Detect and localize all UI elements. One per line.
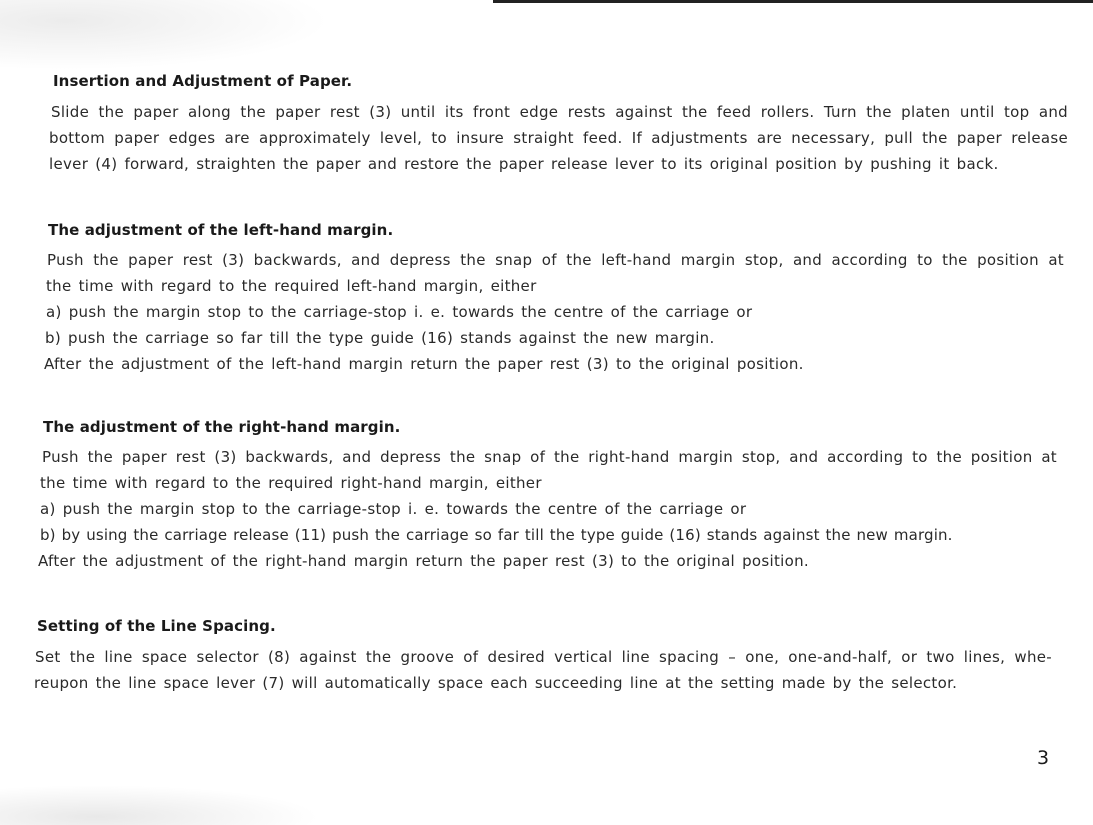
body-line: bottom paper edges are approximately level, to insure straight feed. If adjustments are necessary, pull the paper release bbox=[49, 129, 1068, 147]
section-heading: The adjustment of the left-hand margin. bbox=[48, 221, 394, 239]
section-body bbox=[0, 247, 1093, 377]
body-line: reupon the line space lever (7) will automatically space each succeeding line at the setting made by the selector. bbox=[34, 674, 958, 692]
body-line: a) push the margin stop to the carriage-stop i. e. towards the centre of the carriage or bbox=[46, 303, 753, 321]
scan-smudge bbox=[0, 785, 320, 825]
body-line: Push the paper rest (3) backwards, and depress the snap of the right-hand margin stop, and according to the position at bbox=[42, 448, 1057, 466]
section-left-hand-margin bbox=[0, 221, 1093, 377]
section-heading: Insertion and Adjustment of Paper. bbox=[53, 72, 353, 90]
section-body bbox=[0, 444, 1093, 574]
body-line: Slide the paper along the paper rest (3) until its front edge rests against the feed rollers. Turn the platen until top and bbox=[51, 103, 1068, 121]
section-body bbox=[0, 644, 1093, 696]
scan-smudge bbox=[0, 0, 330, 70]
section-insertion-of-paper bbox=[0, 72, 1093, 177]
body-line: b) push the carriage so far till the type guide (16) stands against the new margin. bbox=[45, 329, 715, 347]
body-line: b) by using the carriage release (11) push the carriage so far till the type guide (16) stands against the new margin. bbox=[40, 526, 953, 544]
section-line-spacing bbox=[0, 617, 1093, 696]
section-right-hand-margin bbox=[0, 418, 1093, 574]
body-line: After the adjustment of the right-hand margin return the paper rest (3) to the original position. bbox=[38, 552, 809, 570]
body-line: After the adjustment of the left-hand margin return the paper rest (3) to the original position. bbox=[44, 355, 804, 373]
body-line: Set the line space selector (8) against the groove of desired vertical line spacing – one, one-and-half, or two lines, whe- bbox=[35, 648, 1052, 666]
section-heading: Setting of the Line Spacing. bbox=[37, 617, 276, 635]
top-edge-rule bbox=[493, 0, 1093, 3]
page-number: 3 bbox=[1037, 747, 1050, 769]
body-line: the time with regard to the required left-hand margin, either bbox=[46, 277, 537, 295]
section-body bbox=[0, 99, 1093, 177]
body-line: lever (4) forward, straighten the paper and restore the paper release lever to its original position by pushing it back. bbox=[49, 155, 999, 173]
body-line: a) push the margin stop to the carriage-stop i. e. towards the centre of the carriage or bbox=[40, 500, 747, 518]
section-heading: The adjustment of the right-hand margin. bbox=[43, 418, 401, 436]
body-line: the time with regard to the required right-hand margin, either bbox=[40, 474, 542, 492]
body-line: Push the paper rest (3) backwards, and depress the snap of the left-hand margin stop, and according to the position at bbox=[47, 251, 1064, 269]
